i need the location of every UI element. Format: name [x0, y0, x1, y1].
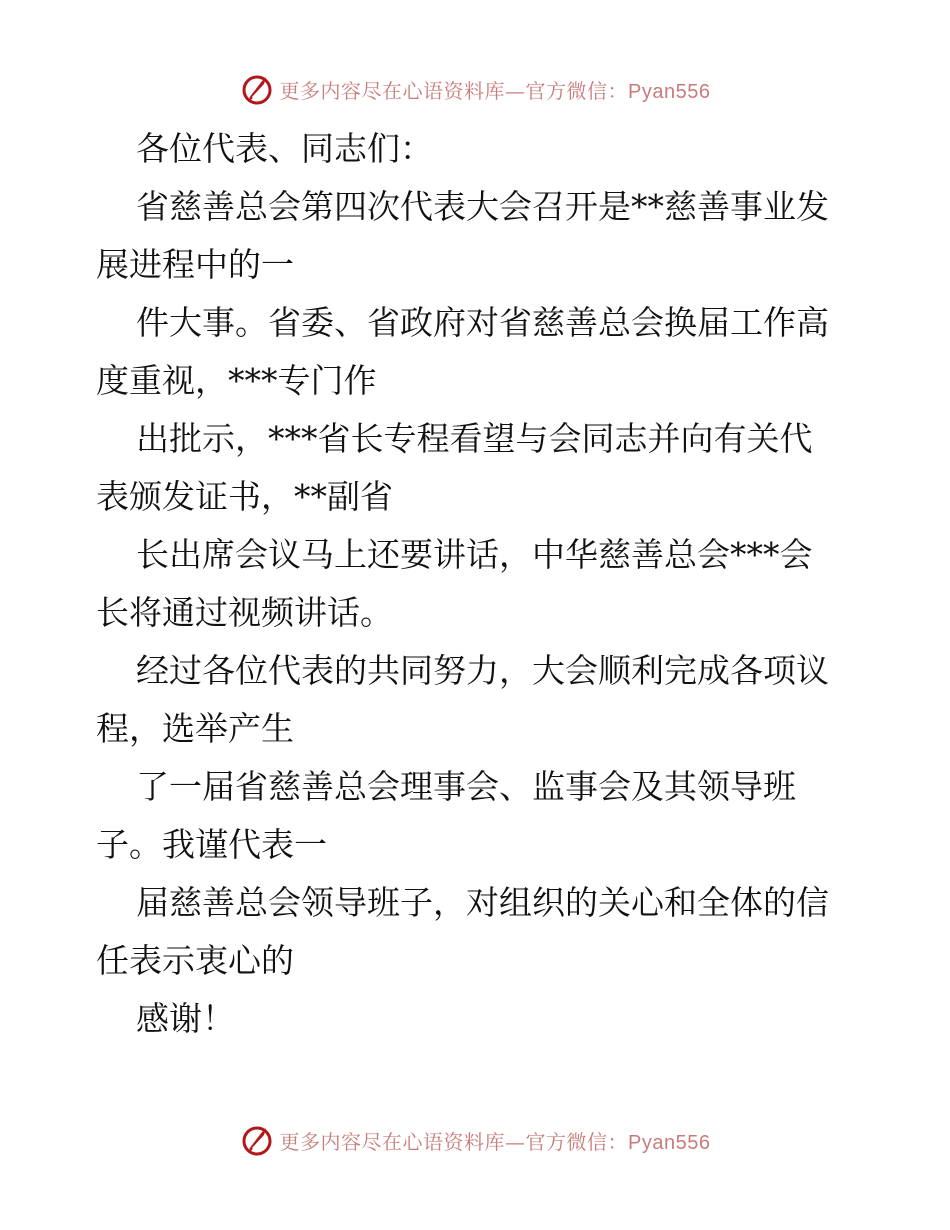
document-line: 展进程中的一 — [96, 245, 294, 284]
document-line: 感谢！ — [136, 999, 235, 1038]
document-line: 出批示，***省长专程看望与会同志并向有关代 — [136, 419, 813, 458]
header-banner-wechat: Pyan556 — [628, 80, 711, 103]
footer-banner — [0, 1123, 950, 1157]
document-line: 任表示衷心的 — [96, 941, 294, 980]
quill-pen-logo-icon — [240, 1123, 274, 1157]
document-line: 程，选举产生 — [96, 709, 294, 748]
footer-banner-text — [280, 1126, 711, 1155]
header-banner-text — [280, 75, 711, 104]
document-line: 子。我谨代表一 — [96, 825, 327, 864]
document-line: 省慈善总会第四次代表大会召开是**慈善事业发 — [136, 187, 829, 226]
document-line: 届慈善总会领导班子，对组织的关心和全体的信 — [136, 883, 829, 922]
document-line: 经过各位代表的共同努力，大会顺利完成各项议 — [136, 651, 829, 690]
footer-banner-label: 更多内容尽在心语资料库—官方微信： — [279, 1129, 629, 1154]
document-line: 件大事。省委、省政府对省慈善总会换届工作高 — [136, 303, 829, 342]
document-line: 长出席会议马上还要讲话，中华慈善总会***会 — [136, 535, 813, 574]
header-banner — [0, 72, 950, 106]
header-banner-content — [240, 72, 711, 106]
header-banner-label: 更多内容尽在心语资料库—官方微信： — [279, 78, 629, 103]
document-line: 了一届省慈善总会理事会、监事会及其领导班 — [136, 767, 796, 806]
footer-banner-wechat: Pyan556 — [628, 1131, 711, 1154]
document-line: 表颁发证书，**副省 — [96, 477, 393, 516]
document-line: 度重视，***专门作 — [96, 361, 377, 400]
document-line: 各位代表、同志们： — [136, 129, 433, 168]
quill-pen-logo-icon — [240, 72, 274, 106]
footer-banner-content — [240, 1123, 711, 1157]
document-body — [96, 120, 866, 1048]
document-line: 长将通过视频讲话。 — [96, 593, 393, 632]
